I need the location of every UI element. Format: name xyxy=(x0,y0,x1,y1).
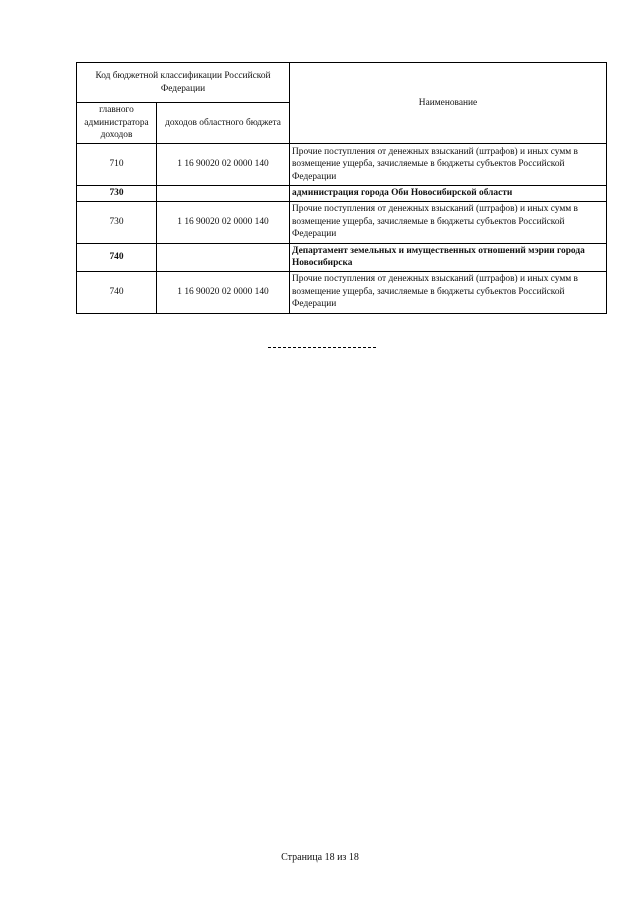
header-budget-code: Код бюджетной классификации Российской Федерации xyxy=(77,63,290,103)
row-admin-code: 730 xyxy=(77,201,157,243)
row-income-code: 1 16 90020 02 0000 140 xyxy=(157,201,290,243)
header-name: Наименование xyxy=(290,63,607,144)
row-admin-code: 710 xyxy=(77,144,157,186)
row-name: Прочие поступления от денежных взысканий (штрафов) и иных сумм в возмещение ущерба, зачисляемые в бюджеты субъектов Российской Федерации xyxy=(290,271,607,313)
row-name: Прочие поступления от денежных взысканий (штрафов) и иных сумм в возмещение ущерба, зачисляемые в бюджеты субъектов Российской Федерации xyxy=(290,144,607,186)
row-name: Департамент земельных и имущественных отношений мэрии города Новосибирска xyxy=(290,243,607,271)
row-name: Прочие поступления от денежных взысканий (штрафов) и иных сумм в возмещение ущерба, зачисляемые в бюджеты субъектов Российской Федерации xyxy=(290,201,607,243)
row-name: администрация города Оби Новосибирской области xyxy=(290,186,607,202)
table-header-row xyxy=(77,63,607,103)
end-divider xyxy=(268,347,376,348)
row-admin-code: 740 xyxy=(77,243,157,271)
table-row xyxy=(77,144,607,186)
header-income: доходов областного бюджета xyxy=(157,103,290,144)
row-income-code: 1 16 90020 02 0000 140 xyxy=(157,144,290,186)
row-admin-code: 730 xyxy=(77,186,157,202)
row-income-code xyxy=(157,186,290,202)
table-row xyxy=(77,201,607,243)
table-row xyxy=(77,271,607,313)
row-income-code: 1 16 90020 02 0000 140 xyxy=(157,271,290,313)
table-row xyxy=(77,243,607,271)
row-admin-code: 740 xyxy=(77,271,157,313)
budget-classification-table xyxy=(76,62,607,314)
page-number: Страница 18 из 18 xyxy=(281,852,359,863)
header-admin: главного администратора доходов xyxy=(77,103,157,144)
table-row xyxy=(77,186,607,202)
row-income-code xyxy=(157,243,290,271)
